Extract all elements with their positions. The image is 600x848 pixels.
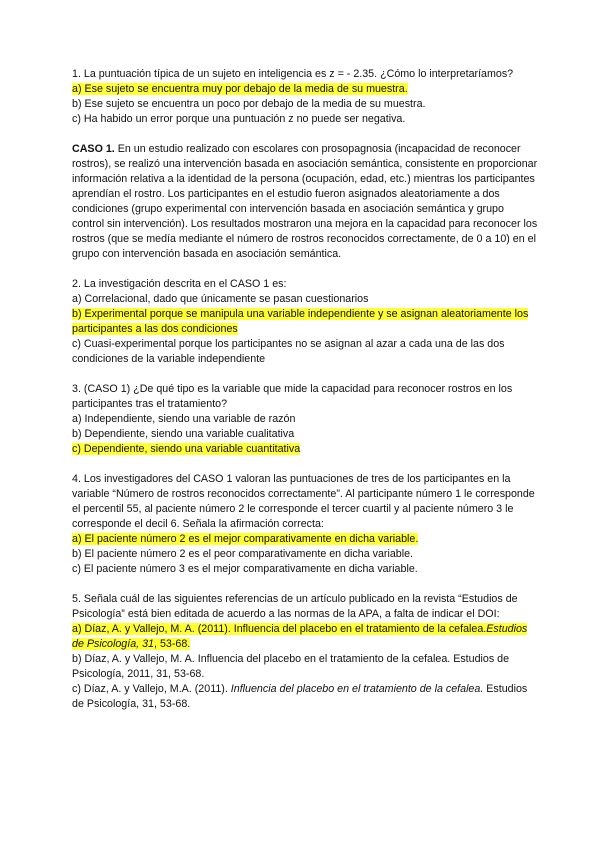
question-2-option-c: c) Cuasi-experimental porque los participantes no se asignan al azar a cada una de las dos condiciones de la variable independiente: [72, 338, 505, 365]
question-1: [72, 67, 538, 127]
question-1-stem: 1. La puntuación típica de un sujeto en inteligencia es z = - 2.35. ¿Cómo lo interpretaríamos?: [72, 68, 514, 80]
answer-highlight: b) Experimental porque se manipula una variable independiente y se asignan aleatoriamente los participantes a las dos condiciones: [72, 308, 529, 335]
answer-highlight-a-line1: a) Díaz, A. y Vallejo, M. A. (2011). Influencia del placebo en el tratamiento de la cefalea.: [72, 623, 487, 635]
question-5-option-c: [72, 682, 538, 712]
question-2: [72, 277, 538, 367]
answer-highlight: c) Dependiente, siendo una variable cuantitativa: [72, 443, 301, 455]
option-c-journal: Estudios de Psicología, 31, 53-68.: [72, 683, 528, 710]
question-3: [72, 382, 538, 457]
journal-italic: Estudios de Psicología, 31: [72, 623, 528, 650]
answer-highlight: a) El paciente número 2 es el mejor comparativamente en dicha variable.: [72, 533, 419, 545]
question-4-option-c: c) El paciente número 3 es el mejor comparativamente en dicha variable.: [72, 563, 418, 575]
question-3-option-a: a) Independiente, siendo una variable de razón: [72, 413, 296, 425]
question-2-option-a: a) Correlacional, dado que únicamente se pasan cuestionarios: [72, 293, 369, 305]
question-5: [72, 592, 538, 712]
journal-pages: , 53-68.: [154, 638, 191, 650]
option-c-authors: c) Díaz, A. y Vallejo, M.A. (2011).: [72, 683, 231, 695]
question-5-stem: 5. Señala cuál de las siguientes referencias de un artículo publicado en la revista “Estudios de Psicología” está bien editada de acuerdo a las normas de la APA, a falta de indicar el DOI:: [72, 593, 518, 620]
question-3-option-c: [72, 442, 538, 457]
question-1-option-b: b) Ese sujeto se encuentra un poco por debajo de la media de su muestra.: [72, 98, 426, 110]
question-4-option-a: [72, 532, 538, 547]
case-1-label: CASO 1.: [72, 143, 115, 155]
case-1-paragraph: [72, 142, 538, 262]
question-3-stem: 3. (CASO 1) ¿De qué tipo es la variable que mide la capacidad para reconocer rostros en los participantes tras el tratamiento?: [72, 383, 513, 410]
question-5-option-b: b) Díaz, A. y Vallejo, M. A. Influencia del placebo en el tratamiento de la cefalea. Estudios de Psicología, 2011, 31, 53-68.: [72, 653, 510, 680]
question-5-option-a: [72, 622, 538, 652]
question-1-option-c: c) Ha habido un error porque una puntuación z no puede ser negativa.: [72, 113, 406, 125]
question-2-option-b: [72, 307, 538, 337]
question-3-option-b: b) Dependiente, siendo una variable cualitativa: [72, 428, 295, 440]
answer-highlight: a) Ese sujeto se encuentra muy por debajo de la media de su muestra.: [72, 83, 408, 95]
question-1-option-a: [72, 82, 538, 97]
case-1: [72, 142, 538, 262]
question-4-option-b: b) El paciente número 2 es el peor comparativamente en dicha variable.: [72, 548, 414, 560]
question-2-stem: 2. La investigación descrita en el CASO 1 es:: [72, 278, 287, 290]
question-4: [72, 472, 538, 577]
case-1-text: En un estudio realizado con escolares con prosopagnosia (incapacidad de reconocer rostros), se realizó una intervención basada en asociación semántica, consistente en proporcionar información relativa a la identidad de la persona (ocupación, edad, etc.) mientras los participantes aprendían el rostro. Los participantes en el estudio fueron asignados aleatoriamente a dos condiciones (grupo experimental con intervención basada en asociación semántica y grupo control sin intervención). Los resultados mostraron una mejora en la capacidad para reconocer los rostros (que se medía mediante el número de rostros reconocidos correctamente, de 0 a 10) en el grupo con intervención basada en asociación semántica.: [72, 143, 538, 260]
question-4-stem: 4. Los investigadores del CASO 1 valoran las puntuaciones de tres de los participantes en la variable “Número de rostros reconocidos correctamente”. Al participante número 1 le corresponde el percentil 55, al paciente número 2 le corresponde el tercer cuartil y al paciente número 3 le corresponde el decil 6. Señala la afirmación correcta:: [72, 473, 535, 530]
option-c-title-italic: Influencia del placebo en el tratamiento de la cefalea.: [230, 683, 484, 695]
